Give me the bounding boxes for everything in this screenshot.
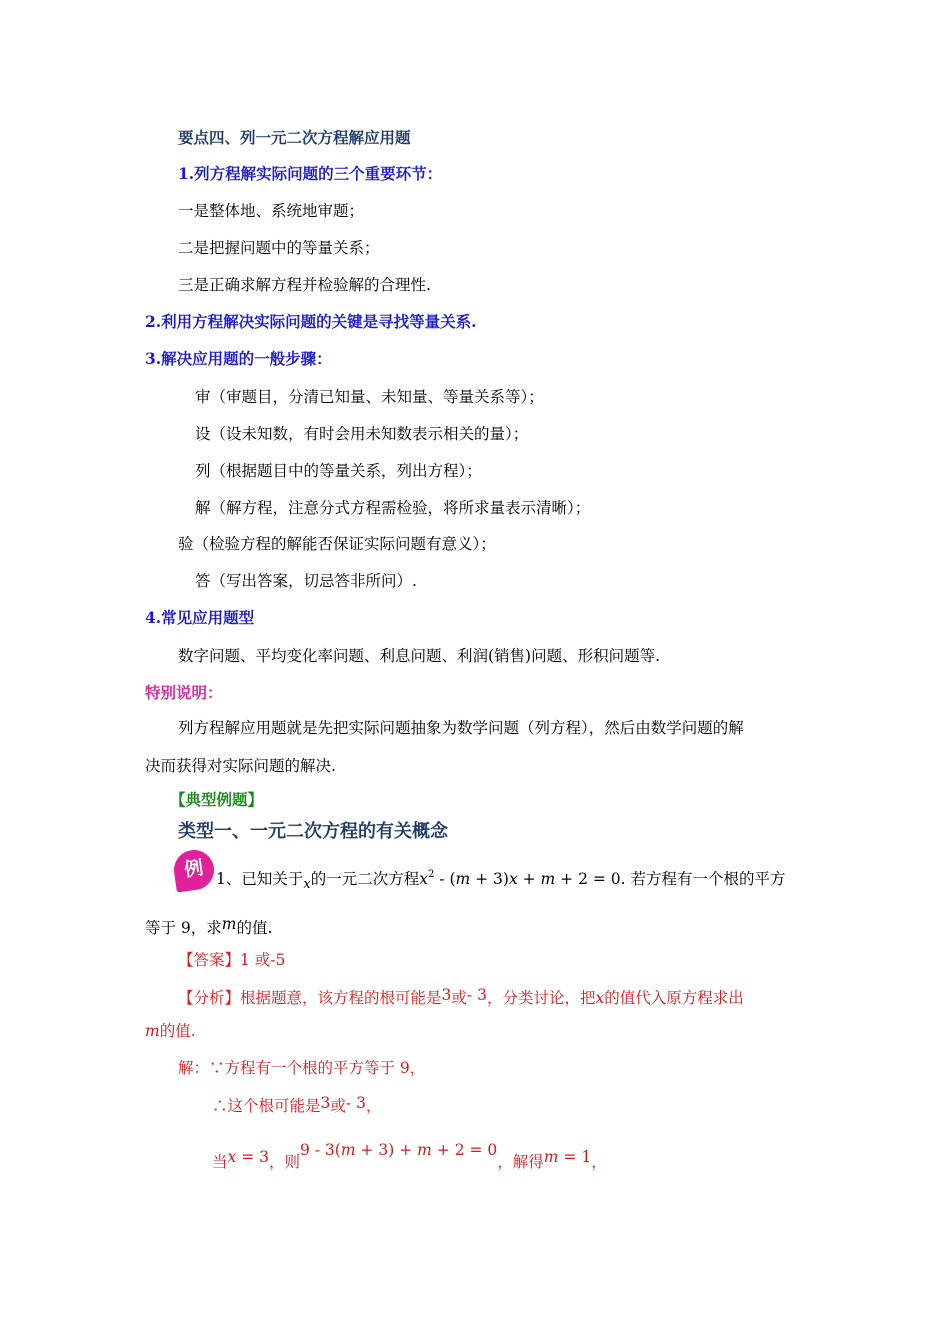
solution-value: = 1 <box>558 1148 592 1166</box>
analysis-value: - 3 <box>466 986 487 1004</box>
question-text: 的一元二次方程 <box>310 870 420 888</box>
eq-part: + 2 = 0 <box>555 870 621 888</box>
var-m: m <box>221 915 237 933</box>
expr-part: m <box>340 1141 356 1159</box>
p1-heading: 1.列方程解实际问题的三个重要环节： <box>178 164 443 183</box>
p3-step: 审（审题目，分清已知量、未知量、等量关系等）； <box>195 388 544 406</box>
solution-text: 当 <box>212 1153 228 1171</box>
question-text: . 若方程有一个根的平方 <box>620 870 786 888</box>
solution-text: ， <box>365 1097 382 1115</box>
expr-part: 9 - 3( <box>299 1141 341 1159</box>
p1-item: 二是把握问题中的等量关系； <box>178 239 380 257</box>
solution-text: ，解得 <box>497 1153 544 1171</box>
expr-part: m <box>417 1141 432 1159</box>
analysis-text: 或 <box>451 989 467 1007</box>
p3-step: 设（设未知数，有时会用未知数表示相关的量）； <box>195 425 529 443</box>
eq-part: + 3) <box>470 870 509 888</box>
equation <box>419 870 620 888</box>
eq-part: x <box>419 870 428 888</box>
examples-heading: 【典型例题】 <box>170 790 264 809</box>
type1-heading: 类型一、一元二次方程的有关概念 <box>178 821 448 842</box>
analysis-var: x <box>595 989 605 1007</box>
eq-part: + <box>517 870 541 888</box>
analysis-text: 的值代入原方程求出 <box>604 989 744 1007</box>
solution-var: x <box>227 1148 237 1166</box>
analysis-text: 根据题意，该方程的根可能是 <box>240 989 442 1007</box>
var-x: x <box>303 877 311 892</box>
answer-line <box>178 950 285 970</box>
answer-text: 1 或-5 <box>240 951 286 969</box>
expr-part: + 3) + <box>355 1141 418 1159</box>
p3-step: 验（检验方程的解能否保证实际问题有意义）； <box>178 535 496 553</box>
expr-part: + 2 = 0 <box>431 1141 498 1159</box>
section-title: 要点四、列一元二次方程解应用题 <box>178 128 411 147</box>
question-line1 <box>216 865 786 895</box>
note-line: 决而获得对实际问题的解决. <box>145 757 336 775</box>
solution-line3 <box>212 1140 607 1172</box>
solution-text: ， <box>591 1153 607 1171</box>
analysis-var: m <box>145 1022 160 1040</box>
solution-line1: 解：∵方程有一个根的平方等于 9， <box>178 1059 426 1077</box>
p1-item: 一是整体地、系统地审题； <box>178 202 365 220</box>
solution-value: 3 <box>320 1094 331 1112</box>
solution-line2 <box>212 1093 381 1116</box>
solution-value: - 3 <box>345 1094 366 1112</box>
analysis-value: 3 <box>441 986 452 1004</box>
eq-part: m <box>540 870 556 888</box>
eq-part: x <box>508 870 518 888</box>
analysis-text: 的值. <box>159 1022 196 1040</box>
p3-step: 答（写出答案，切忌答非所问）. <box>195 572 417 590</box>
eq-sup: 2 <box>427 869 435 880</box>
example-badge: 例 <box>171 847 216 892</box>
question-line2 <box>145 914 272 938</box>
analysis-line1 <box>178 985 744 1008</box>
p1-item: 三是正确求解方程并检验解的合理性. <box>178 276 431 294</box>
analysis-text: ，分类讨论，把 <box>486 989 596 1007</box>
solution-text: ∴这个根可能是 <box>212 1097 321 1115</box>
note-line: 列方程解应用题就是先把实际问题抽象为数学问题（列方程），然后由数学问题的解 <box>178 719 744 737</box>
solution-text: ，则 <box>268 1153 300 1171</box>
p3-step: 列（根据题目中的等量关系，列出方程）； <box>195 462 482 480</box>
note-heading: 特别说明： <box>145 683 223 702</box>
p3-heading: 3.解决应用题的一般步骤： <box>145 349 332 368</box>
p2-heading: 2.利用方程解决实际问题的关键是寻找等量关系. <box>145 312 477 331</box>
question-text: 的值. <box>236 919 273 937</box>
solution-text: 或 <box>330 1097 346 1115</box>
solution-value: = 3 <box>236 1148 269 1166</box>
p4-heading: 4.常见应用题型 <box>145 608 255 627</box>
eq-part: - ( <box>434 870 456 888</box>
p4-text: 数字问题、平均变化率问题、利息问题、利润(销售)问题、形积问题等. <box>178 647 661 665</box>
answer-label: 【答案】 <box>178 951 241 969</box>
p3-step: 解（解方程，注意分式方程需检验，将所求量表示清晰）； <box>195 499 591 517</box>
solution-var: m <box>543 1148 559 1166</box>
question-text: 等于 9，求 <box>145 919 222 937</box>
solution-expression <box>300 1141 497 1159</box>
eq-part: m <box>455 870 471 888</box>
question-text: 1、已知关于 <box>216 870 304 888</box>
analysis-line2 <box>145 1021 196 1041</box>
analysis-label: 【分析】 <box>178 989 241 1007</box>
